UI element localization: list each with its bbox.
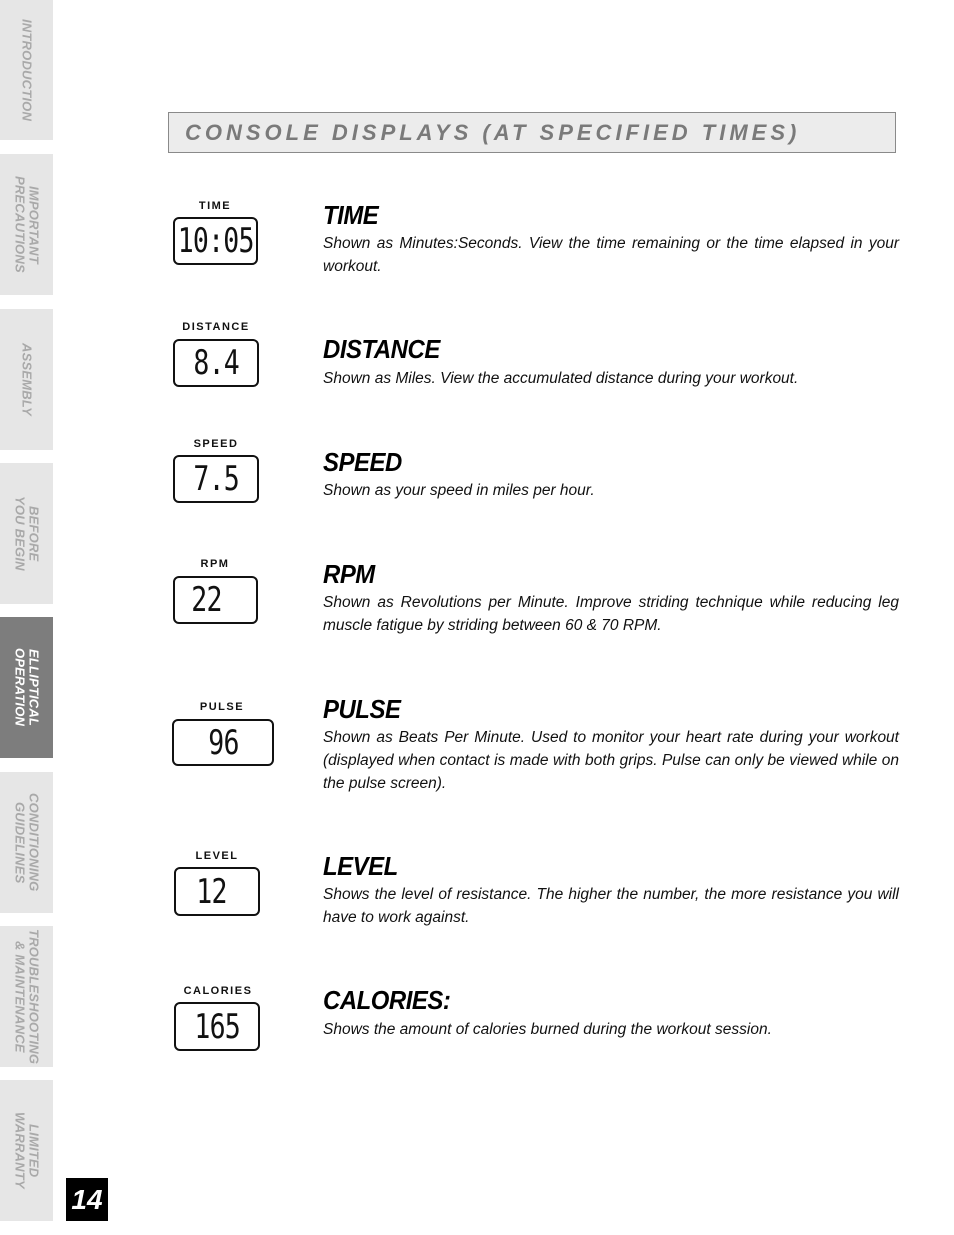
item-title-calories: CALORIES: [323,985,451,1015]
item-title-distance: DISTANCE [323,334,440,364]
sidebar-tab-introduction[interactable] [0,0,53,140]
lcd-display-time [173,217,258,265]
display-label-rpm: RPM [200,558,230,570]
sidebar-tab-label: BEFORE YOU BEGIN [12,496,42,571]
lcd-display-calories [174,1002,260,1051]
lcd-value: 96 [207,722,239,763]
sidebar-tab-conditioning-guidelines[interactable] [0,772,53,913]
display-label-pulse: PULSE [199,701,245,713]
display-label-calories: CALORIES [183,985,253,997]
item-description-distance: Shown as Miles. View the accumulated distance during your workout. [323,370,799,387]
lcd-display-rpm [173,576,258,624]
item-description-time: Shown as Minutes:Seconds. View the time remaining or the time elapsed in your workout. [323,235,899,275]
sidebar-tab-limited-warranty[interactable] [0,1080,53,1221]
page-number: 14 [66,1178,108,1221]
section-title: CONSOLE DISPLAYS (AT SPECIFIED TIMES) [185,119,801,145]
display-label-time: TIME [198,200,232,212]
display-label-speed: SPEED [193,438,239,450]
item-description-calories: Shows the amount of calories burned during the workout session. [323,1021,772,1038]
sidebar-tab-important-precautions[interactable] [0,154,53,295]
display-label-distance: DISTANCE [182,321,250,333]
display-label-level: LEVEL [195,850,239,862]
sidebar-tab-troubleshooting-maintenance[interactable] [0,926,53,1067]
lcd-value: 8.4 [193,343,239,383]
sidebar-tab-label: TROUBLESHOOTING & MAINTENANCE [12,928,42,1065]
lcd-value: 22 [191,580,222,620]
lcd-display-pulse [172,719,274,766]
item-title-pulse: PULSE [323,694,401,724]
section-header [168,112,896,153]
item-description-speed: Shown as your speed in miles per hour. [323,482,595,499]
item-description-level: Shows the level of resistance. The higher the number, the more resistance you will have to work against. [323,886,899,926]
sidebar-tab-label: LIMITED WARRANTY [12,1112,42,1189]
lcd-display-level [174,867,260,916]
sidebar-tab-before-you-begin[interactable] [0,463,53,604]
sidebar-tab-label: IMPORTANT PRECAUTIONS [12,176,42,273]
item-title-level: LEVEL [323,851,398,881]
lcd-display-distance [173,339,259,387]
sidebar-tab-label: INTRODUCTION [19,18,35,122]
sidebar-tab-label: ASSEMBLY [19,343,35,416]
lcd-value: 165 [194,1006,240,1047]
item-title-time: TIME [323,200,379,230]
sidebar-tab-elliptical-operation[interactable] [0,617,53,758]
item-description-rpm: Shown as Revolutions per Minute. Improve striding technique while reducing leg muscle fatigue by striding between 60 & 70 RPM. [323,594,899,634]
lcd-display-speed [173,455,259,503]
lcd-value: 12 [195,871,227,912]
sidebar-tab-label: CONDITIONING GUIDELINES [12,793,42,892]
item-description-pulse: Shown as Beats Per Minute. Used to monitor your heart rate during your workout (displayed when contact is made with both grips. Pulse can only be viewed while on the pulse screen). [323,729,899,792]
item-title-rpm: RPM [323,559,375,589]
lcd-value: 10:05 [177,221,254,261]
sidebar-tab-assembly[interactable] [0,309,53,450]
lcd-value: 7.5 [193,459,239,499]
item-title-speed: SPEED [323,447,402,477]
sidebar-tab-label: ELLIPTICAL OPERATION [12,648,42,727]
